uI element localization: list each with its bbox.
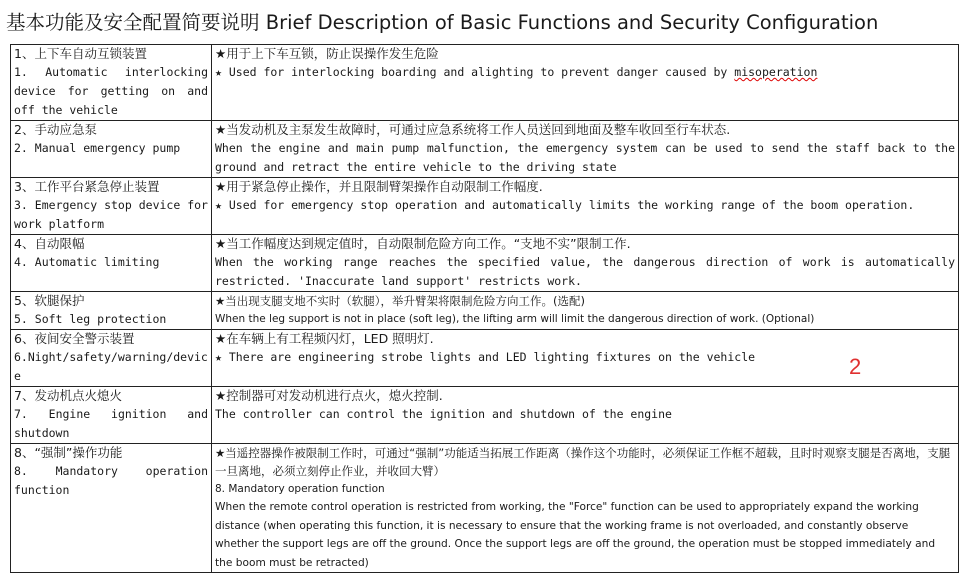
right-cell bbox=[212, 45, 959, 121]
function-table bbox=[10, 44, 959, 573]
table-row bbox=[11, 387, 959, 444]
row-label-en: 7. Engine ignition and shutdown bbox=[14, 407, 208, 440]
right-cell bbox=[212, 444, 959, 573]
table-row bbox=[11, 235, 959, 292]
page-number: 2 bbox=[849, 354, 862, 379]
right-cell bbox=[212, 121, 959, 178]
table-row bbox=[11, 292, 959, 330]
left-cell bbox=[11, 330, 212, 387]
row-label-en: 1. Automatic interlocking device for getting on and off the vehicle bbox=[14, 65, 208, 117]
table-row bbox=[11, 178, 959, 235]
right-cell bbox=[212, 387, 959, 444]
row-desc-en bbox=[215, 63, 955, 82]
row-desc-en: When the working range reaches the specified value, the dangerous direction of work is automatically restricted. 'Inaccurate land support' restricts work. bbox=[215, 255, 955, 288]
right-cell bbox=[212, 330, 959, 387]
row-label-cn: 5、软腿保护 bbox=[14, 293, 85, 308]
row-label-en: 2. Manual emergency pump bbox=[14, 141, 181, 155]
left-cell bbox=[11, 121, 212, 178]
row-desc-en: When the engine and main pump malfunction, the emergency system can be used to send the staff back to the ground and retract the entire vehicle to the driving state bbox=[215, 141, 955, 174]
left-cell bbox=[11, 235, 212, 292]
row-label-en: 6.Night/safety/warning/device bbox=[14, 350, 208, 383]
row-desc-cn: ★当出现支腿支地不实时（软腿），举升臂架将限制危险方向工作。(选配) bbox=[215, 294, 586, 308]
left-cell bbox=[11, 387, 212, 444]
left-cell bbox=[11, 444, 212, 573]
page-title: 基本功能及安全配置简要说明 Brief Description of Basic Functions and Security Configuration bbox=[6, 11, 879, 34]
spelling-mark: misoperation bbox=[734, 65, 818, 79]
row-label-en: 4. Automatic limiting bbox=[14, 255, 160, 269]
row-desc-en: The controller can control the ignition and shutdown of the engine bbox=[215, 407, 672, 421]
left-cell bbox=[11, 292, 212, 330]
row-label-cn: 6、夜间安全警示装置 bbox=[14, 331, 135, 346]
row-desc-en-title: 8. Mandatory operation function bbox=[215, 483, 385, 495]
row-desc-en: ★ There are engineering strobe lights and LED lighting fixtures on the vehicle bbox=[215, 350, 756, 364]
row-label-en: 5. Soft leg protection bbox=[14, 312, 167, 326]
row-desc-en: ★ Used for emergency stop operation and automatically limits the working range of the boom operation. bbox=[215, 198, 915, 212]
row-label-cn: 1、上下车自动互锁装置 bbox=[14, 46, 147, 61]
row-label-cn: 8、“强制”操作功能 bbox=[14, 445, 123, 460]
right-cell bbox=[212, 235, 959, 292]
row-label-cn: 3、工作平台紧急停止装置 bbox=[14, 179, 160, 194]
right-cell bbox=[212, 178, 959, 235]
table-row bbox=[11, 444, 959, 573]
row-desc-en: When the leg support is not in place (soft leg), the lifting arm will limit the dangerous direction of work. (Optional) bbox=[215, 313, 815, 325]
left-cell bbox=[11, 178, 212, 235]
table-row bbox=[11, 45, 959, 121]
row-desc-cn: ★当遥控器操作被限制工作时，可通过“强制”功能适当拓展工作距离（操作这个功能时，必须保证工作框不超载，且时时观察支腿是否离地，支腿一旦离地，必须立刻停止作业，并收回大臂） bbox=[215, 446, 951, 478]
table-row bbox=[11, 121, 959, 178]
row-desc-cn: ★控制器可对发动机进行点火，熄火控制. bbox=[215, 388, 443, 403]
table-row bbox=[11, 330, 959, 387]
row-label-cn: 2、手动应急泵 bbox=[14, 122, 97, 137]
row-desc-cn: ★在车辆上有工程频闪灯，LED 照明灯. bbox=[215, 331, 434, 346]
row-label-en: 3. Emergency stop device for work platform bbox=[14, 198, 208, 231]
right-cell bbox=[212, 292, 959, 330]
row-desc-cn: ★用于上下车互锁，防止误操作发生危险 bbox=[215, 46, 439, 61]
row-desc-cn: ★当工作幅度达到规定值时，自动限制危险方向工作。“支地不实”限制工作. bbox=[215, 236, 631, 251]
row-desc-en-text: ★ Used for interlocking boarding and alighting to prevent danger caused by bbox=[215, 65, 735, 79]
row-desc-en: When the remote control operation is restricted from working, the "Force" function can be used to appropriately expand the working distance (when operating this function, it is necessary to ensure that the working frame is not overloaded, and constantly observe whether the support legs are off the ground. Once the support legs are off the ground, the operation must be stopped immediately and the boom must be retracted) bbox=[215, 501, 936, 569]
row-label-cn: 4、自动限幅 bbox=[14, 236, 85, 251]
row-desc-cn: ★用于紧急停止操作，并且限制臂架操作自动限制工作幅度. bbox=[215, 179, 543, 194]
row-label-cn: 7、发动机点火熄火 bbox=[14, 388, 122, 403]
left-cell bbox=[11, 45, 212, 121]
row-label-en: 8. Mandatory operation function bbox=[14, 464, 208, 497]
row-desc-cn: ★当发动机及主泵发生故障时，可通过应急系统将工作人员送回到地面及整车收回至行车状态. bbox=[215, 122, 731, 137]
